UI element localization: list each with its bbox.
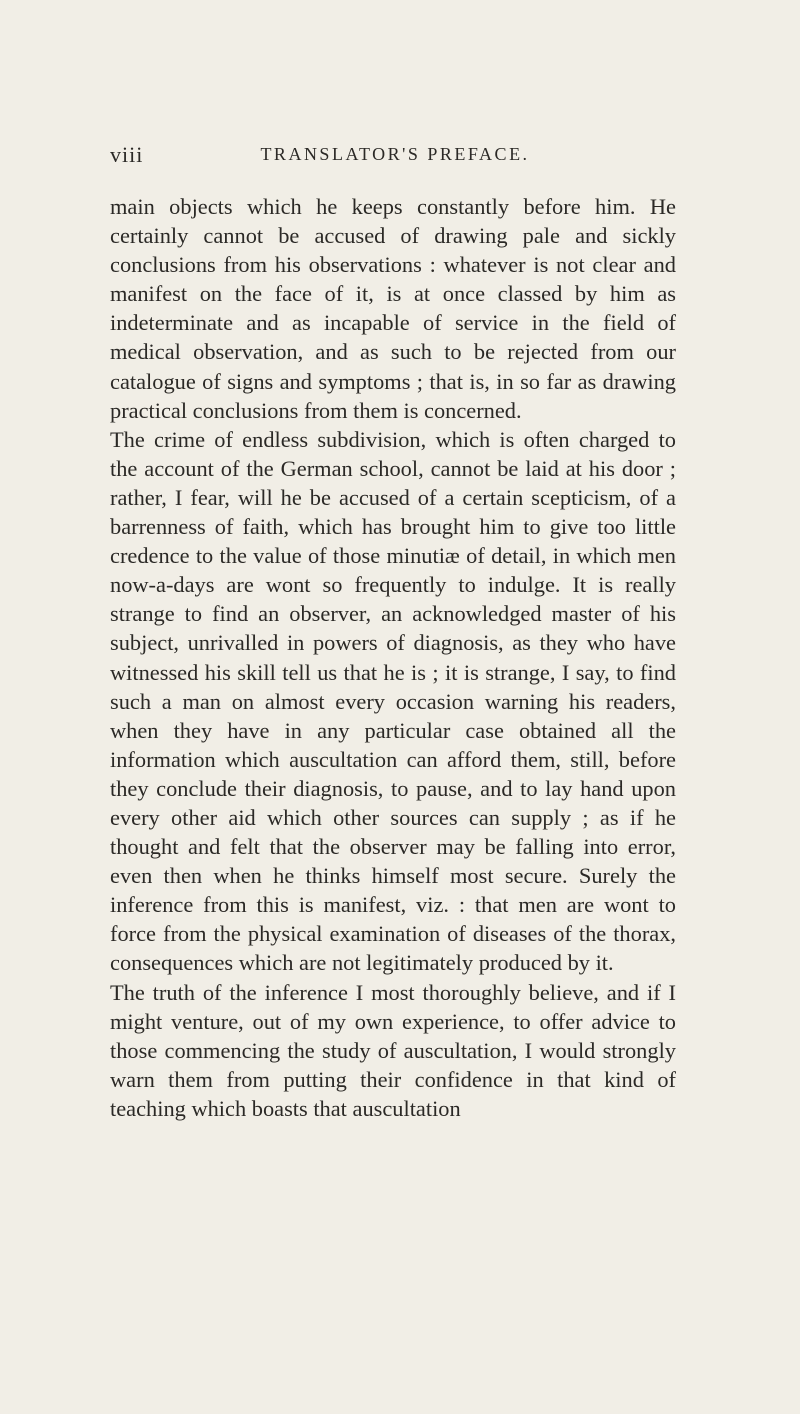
paragraph-3: The truth of the inference I most thoroughly believe, and if I might venture, out of my own experience, to offer advice to those commencing the study of auscultation, I would strongly warn them from putting their confidence in that kind of teaching which boasts that auscultation <box>110 979 676 1121</box>
paragraph-1: main objects which he keeps constantly before him. He certainly cannot be accused of drawing pale and sickly conclusions from his observations : whatever is not clear and manifest on the face of it, is at once classed by him as indeterminate and as incapable of service in the field of medical observation, and as such to be rejected from our catalogue of signs and symptoms ; that is, in so far as drawing practical conclusions from them is concerned. <box>110 194 676 423</box>
body-text <box>110 192 676 1123</box>
running-title: TRANSLATOR'S PREFACE. <box>260 144 530 164</box>
running-head <box>110 142 680 170</box>
paragraph-2: The crime of endless subdivision, which is often charged to the account of the German school, cannot be laid at his door ; rather, I fear, will he be accused of a certain scepticism, of a barrenness of faith, which has brought him to give too little credence to the value of those minutiæ of detail, in which men now-a-days are wont so frequently to indulge. It is really strange to find an observer, an acknowledged master of his subject, unrivalled in powers of diagnosis, as they who have witnessed his skill tell us that he is ; it is strange, I say, to find such a man on almost every occasion warning his readers, when they have in any particular case obtained all the information which auscultation can afford them, still, before they conclude their diagnosis, to pause, and to lay hand upon every other aid which other sources can supply ; as if he thought and felt that the observer may be falling into error, even then when he thinks himself most secure. Surely the inference from this is manifest, viz. : that men are wont to force from the physical examination of diseases of the thorax, consequences which are not legitimately produced by it. <box>110 426 676 976</box>
page-number: viii <box>110 142 144 167</box>
